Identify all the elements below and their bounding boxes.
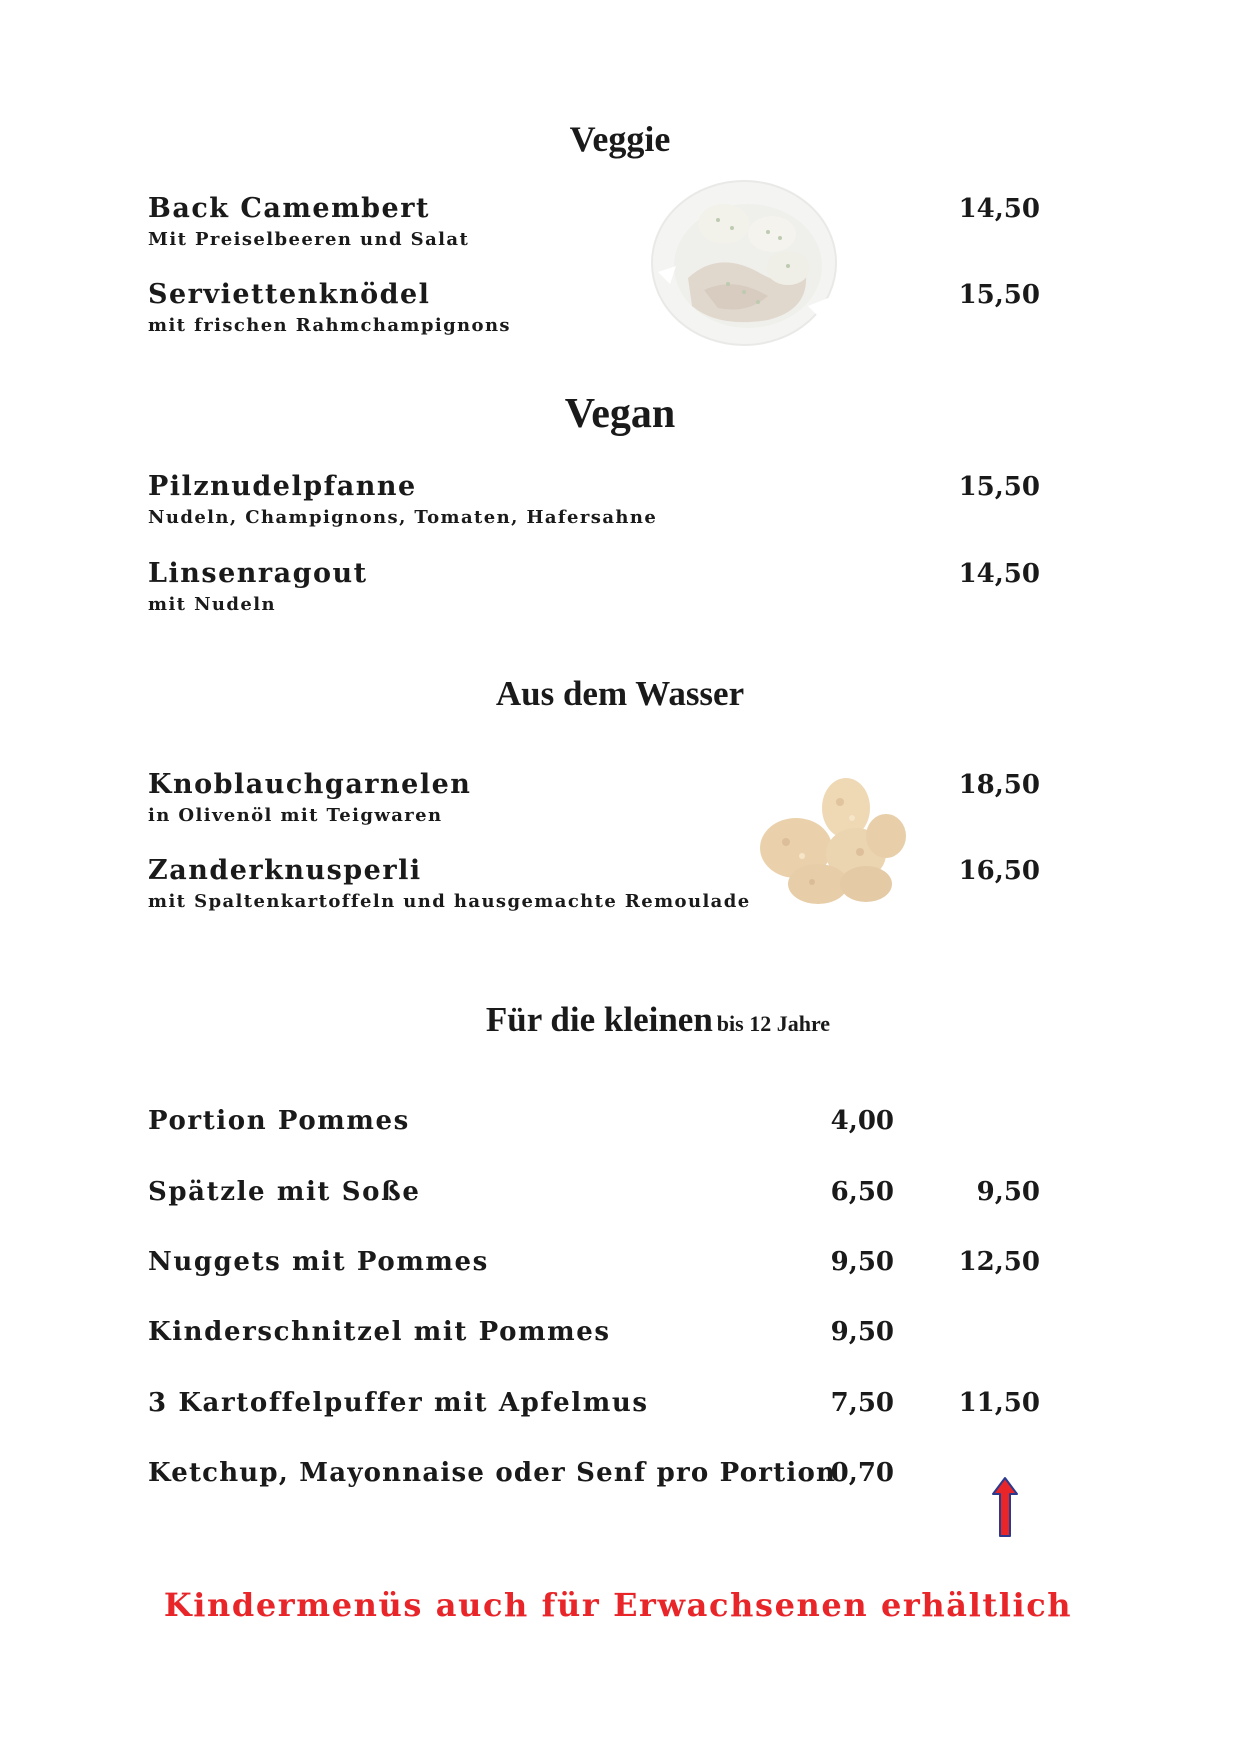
kid-item-name-kartoffelpuffer: 3 Kartoffelpuffer mit Apfelmus xyxy=(148,1388,649,1418)
item-desc-pilznudelpfanne: Nudeln, Champignons, Tomaten, Hafersahne xyxy=(148,507,658,528)
section-title-kinder: Für die kleinen xyxy=(485,1000,713,1039)
item-desc-serviettenknoedel: mit frischen Rahmchampignons xyxy=(148,315,511,336)
item-price-knoblauchgarnelen: 18,50 xyxy=(958,770,1040,800)
kid-item-name-spaetzle: Spätzle mit Soße xyxy=(148,1177,421,1207)
kid-item-name-nuggets: Nuggets mit Pommes xyxy=(148,1247,489,1277)
item-desc-linsenragout: mit Nudeln xyxy=(148,594,276,615)
item-name-zanderknusperli: Zanderknusperli xyxy=(148,855,422,886)
up-arrow-icon xyxy=(991,1476,1019,1538)
item-desc-knoblauchgarnelen: in Olivenöl mit Teigwaren xyxy=(148,805,443,826)
item-name-knoblauchgarnelen: Knoblauchgarnelen xyxy=(148,769,472,800)
kid-item-price-spaetzle: 6,50 xyxy=(830,1177,894,1207)
item-name-serviettenknoedel: Serviettenknödel xyxy=(148,279,431,310)
kid-item-name-portion-pommes: Portion Pommes xyxy=(148,1106,410,1136)
kid-item-name-ketchup: Ketchup, Mayonnaise oder Senf pro Portion xyxy=(148,1458,837,1488)
item-name-back-camembert: Back Camembert xyxy=(148,193,430,224)
item-desc-back-camembert: Mit Preiselbeeren und Salat xyxy=(148,229,470,250)
footer-note: Kindermenüs auch für Erwachsenen erhältlich xyxy=(163,1586,1073,1624)
section-title-vegan: Vegan xyxy=(564,391,676,437)
section-title-veggie: Veggie xyxy=(569,119,671,159)
item-price-pilznudelpfanne: 15,50 xyxy=(958,472,1040,502)
item-price-serviettenknoedel: 15,50 xyxy=(958,280,1040,310)
kid-item-price-adult-nuggets: 12,50 xyxy=(958,1247,1040,1277)
kid-item-price-portion-pommes: 4,00 xyxy=(830,1106,894,1136)
dumpling-dish-photo xyxy=(648,180,840,346)
section-subtitle-kinder: bis 12 Jahre xyxy=(716,1011,831,1036)
kid-item-price-nuggets: 9,50 xyxy=(830,1247,894,1277)
kid-item-price-kartoffelpuffer: 7,50 xyxy=(830,1388,894,1418)
section-title-kinder-wrap xyxy=(0,1000,1240,1040)
section-title-aus-dem-wasser: Aus dem Wasser xyxy=(495,674,745,713)
item-price-linsenragout: 14,50 xyxy=(958,559,1040,589)
kid-item-price-adult-kartoffelpuffer: 11,50 xyxy=(958,1388,1040,1418)
kid-item-price-kinderschnitzel: 9,50 xyxy=(830,1317,894,1347)
item-name-linsenragout: Linsenragout xyxy=(148,558,368,589)
item-name-pilznudelpfanne: Pilznudelpfanne xyxy=(148,471,417,502)
item-price-zanderknusperli: 16,50 xyxy=(958,856,1040,886)
kid-item-price-ketchup: 0,70 xyxy=(830,1458,894,1488)
fried-fish-photo xyxy=(756,772,908,908)
kid-item-price-adult-spaetzle: 9,50 xyxy=(976,1177,1040,1207)
kid-item-name-kinderschnitzel: Kinderschnitzel mit Pommes xyxy=(148,1317,611,1347)
item-price-back-camembert: 14,50 xyxy=(958,194,1040,224)
item-desc-zanderknusperli: mit Spaltenkartoffeln und hausgemachte Remoulade xyxy=(148,891,751,912)
